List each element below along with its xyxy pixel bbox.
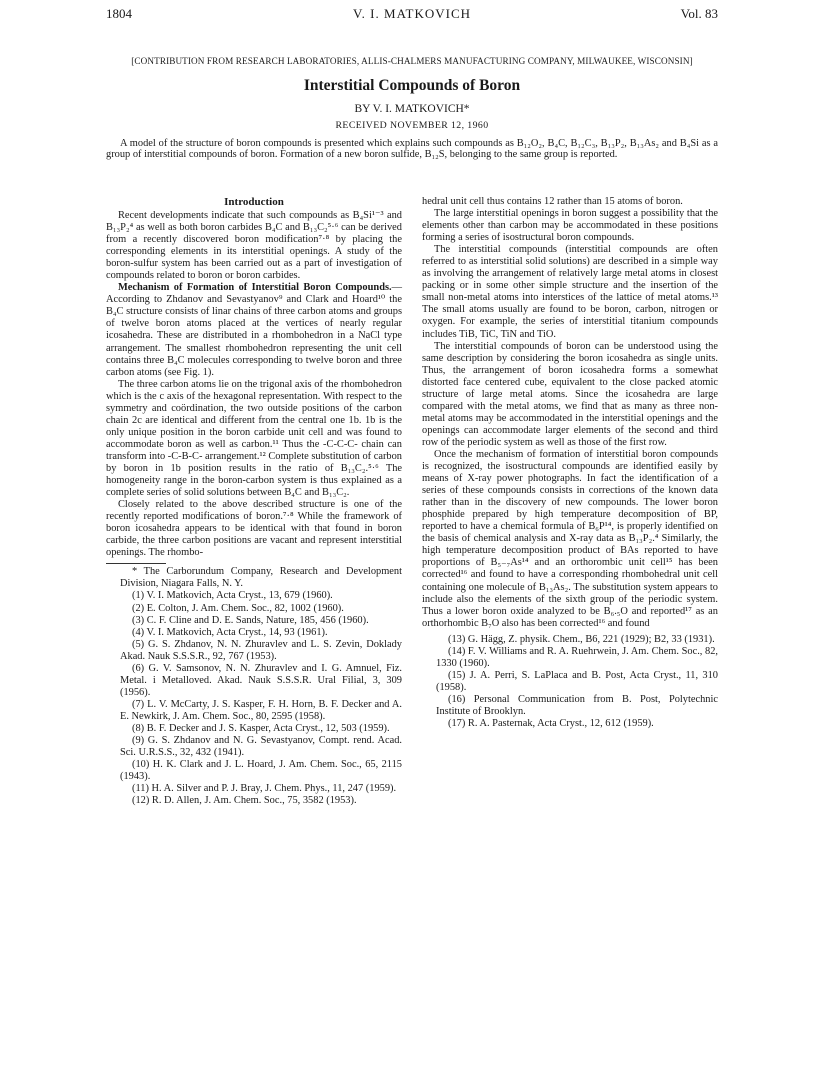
footnotes-right xyxy=(422,634,718,730)
footnote: (1) V. I. Matkovich, Acta Cryst., 13, 679 (1960). xyxy=(132,590,333,602)
footnote: (6) G. V. Samsonov, N. N. Zhuravlev and I. G. Amnuel, Fiz. Metal. i Metalloved. Akad. Nauk S.S.S.R. Ural Filial, 3, 309 (1956). xyxy=(120,662,402,698)
footnote: (2) E. Colton, J. Am. Chem. Soc., 82, 1002 (1960). xyxy=(132,602,344,614)
running-head xyxy=(106,6,718,26)
footnote: (15) J. A. Perri, S. LaPlaca and B. Post, Acta Cryst., 11, 310 (1958). xyxy=(436,669,718,693)
footnote: (4) V. I. Matkovich, Acta Cryst., 14, 93 (1961). xyxy=(132,626,328,638)
abstract: A model of the structure of boron compounds is presented which explains such compounds as B₁₂O₂, B₄C, B₁₂C₃, B₁₃P₂, B₁₃As₂ and B₄Si as a group of interstitial compounds of boron. Formation of a new boron sulfide, B₁₂S, belonging to the same group is reported. xyxy=(106,138,718,161)
paragraph: The interstitial compounds (interstitial compounds are often referred to as interstitial solid solutions) are described in a simple way as involving the arrangement of relatively large metal atoms in closest packing or in some other simple structure and the insertion of the small non-metal atoms into interstices of the lattice of metal atoms.¹³ The small atoms usually are found to be boron, carbon, nitrogen or oxygen. For example, the series of interstitial titanium compounds includes TiB, TiC, TiN and TiO. xyxy=(422,244,718,340)
footnote: (11) H. A. Silver and P. J. Bray, J. Chem. Phys., 11, 247 (1959). xyxy=(132,783,397,795)
mechanism-paragraph xyxy=(106,282,402,378)
footnote: * The Carborundum Company, Research and Development Division, Niagara Falls, N. Y. xyxy=(120,566,402,590)
page-number: 1804 xyxy=(106,6,132,21)
footnote: (10) H. K. Clark and J. L. Hoard, J. Am. Chem. Soc., 65, 2115 (1943). xyxy=(120,759,402,783)
paragraph: Closely related to the above described structure is one of the recently reported modifications of boron.⁷·⁸ While the framework of boron icosahedra appears to be identical with that found in boron carbide, the three carbon positions are vacant and represent interstitial openings. The rhombo- xyxy=(106,499,402,559)
footnote: (5) G. S. Zhdanov, N. N. Zhuravlev and L. S. Zevin, Doklady Akad. Nauk S.S.S.R., 92, 767 (1953). xyxy=(120,638,402,662)
paragraph: The interstitial compounds of boron can be understood using the same description by considering the boron icosahedra as single units. Thus, the arrangement of boron icosahedra forms a somewhat distorted face centered cube, equivalent to the close packed atomic structure of large metal atoms. Since the icosahedra are large compared with the metal atoms, we find that as many as three non-metal atoms may be accommodated in the interstitial openings and the openings can accommodate larger elements of the second and third row of the periodic system as well as those of the first row. xyxy=(422,340,718,448)
footnote: (3) C. F. Cline and D. E. Sands, Nature, 185, 456 (1960). xyxy=(132,614,369,626)
right-column xyxy=(422,196,718,730)
footnote: (7) L. V. McCarty, J. S. Kasper, F. H. Horn, B. F. Decker and A. E. Newkirk, J. Am. Chem. Soc., 80, 2595 (1958). xyxy=(120,698,402,722)
footnote-divider xyxy=(106,563,166,564)
paragraph: The three carbon atoms lie on the trigonal axis of the rhombohedron which is the c axis of the hexagonal representation. With respect to the symmetry and coördination, the two outside positions of the carbon chain 2c are identical and different from the central one 1b. 1b is the only unique position in the boron carbide unit cell and was found to accommodate boron as well as carbon.¹¹ Thus the -C-C-C- chain can transform into -C-B-C- arrangement.¹² Complete substitution of carbon by boron in 1b position results in the ratio of B₁₃C₂.⁵·⁶ The homogeneity range in the boron-carbon system is thus explained as a complete series of solid solutions between B₄C and B₁₃C₂. xyxy=(106,378,402,499)
paragraph: Recent developments indicate that such compounds as B₄Si¹⁻³ and B₁₃P₂⁴ as well as both boron carbides B₄C and B₁₃C₂⁵·⁶ can be derived from a recently discovered boron modification⁷·⁸ by placing the corresponding elements in its interstitial openings. A study of the boron-sulfur system has been carried out as a part of investigation of compounds related to boron or boron carbides. xyxy=(106,210,402,282)
footnote: (16) Personal Communication from B. Post, Polytechnic Institute of Brooklyn. xyxy=(436,693,718,717)
subsection-heading-mechanism: Mechanism of Formation of Interstitial Boron Compounds. xyxy=(118,282,392,294)
footnote: (13) G. Hägg, Z. physik. Chem., B6, 221 (1929); B2, 33 (1931). xyxy=(448,633,715,645)
paragraph: Once the mechanism of formation of interstitial boron compounds is recognized, the isostructural compounds are identified easily by means of X-ray power photographs. In fact the identification of a series of these compounds consists in corrections of the known data rather than in the discovery of new compounds. The lower boron phosphide prepared by high temperature decomposition of BP, reported to have a chemical formula of B₆P¹⁴, is properly identified on the basis of chemical analysis and X-ray data as B₁₃P₂.⁴ Similarly, the high temperature decomposition product of BAs reported to have proportions of B₅₋₇As¹⁴ and an orthorombic unit cell¹⁵ has been corrected¹⁶ and found to have a corresponding rhombohedral unit cell containing one molecule of B₁₃As₂. The substitution system appears to include also the elements of the sixth group of the periodic system. Thus a lower boron oxide analyzed to be B₆.₅O and reported¹⁷ as an orthorhombic B₇O also has been corrected¹⁶ and found xyxy=(422,448,718,629)
contribution-line: [CONTRIBUTION FROM RESEARCH LABORATORIES, ALLIS-CHALMERS MANUFACTURING COMPANY, MILWAUKEE, WISCONSIN] xyxy=(131,56,693,66)
paragraph: hedral unit cell thus contains 12 rather than 15 atoms of boron. xyxy=(422,196,683,207)
volume-label: Vol. 83 xyxy=(680,6,718,21)
paragraph: The large interstitial openings in boron suggest a possibility that the elements other than carbon may be accommodated in these positions forming a series of isostructural boron compounds. xyxy=(422,208,718,244)
footnote: (12) R. D. Allen, J. Am. Chem. Soc., 75, 3582 (1953). xyxy=(132,795,357,807)
footnote: (8) B. F. Decker and J. S. Kasper, Acta Cryst., 12, 503 (1959). xyxy=(132,722,390,734)
left-column xyxy=(106,196,402,807)
footnote: (14) F. V. Williams and R. A. Ruehrwein, J. Am. Chem. Soc., 82, 1330 (1960). xyxy=(436,645,718,669)
running-head-author: V. I. MATKOVICH xyxy=(352,6,472,21)
mechanism-text: —According to Zhdanov and Sevastyanov⁹ and Clark and Hoard¹⁰ the B₄C structure consists of linar chains of three carbon atoms and groups of twelve boron atoms placed at the vertices of nearly regular icosahedra. These are distributed in a rhombohedron in a NaCl type arrangement. The smallest rhombohedron representing the unit cell contains three B₄C molecules corresponding to twelve boron and three carbon atoms (see Fig. 1). xyxy=(106,282,402,378)
byline: BY V. I. MATKOVICH* xyxy=(354,103,470,115)
section-heading-introduction: Introduction xyxy=(224,196,284,208)
received-date: RECEIVED NOVEMBER 12, 1960 xyxy=(335,120,489,131)
footnotes-left xyxy=(106,566,402,807)
footnote: (17) R. A. Pasternak, Acta Cryst., 12, 612 (1959). xyxy=(448,718,654,730)
article-title: Interstitial Compounds of Boron xyxy=(303,77,521,94)
footnote: (9) G. S. Zhdanov and N. G. Sevastyanov, Compt. rend. Acad. Sci. U.R.S.S., 32, 432 (1941). xyxy=(120,735,402,759)
